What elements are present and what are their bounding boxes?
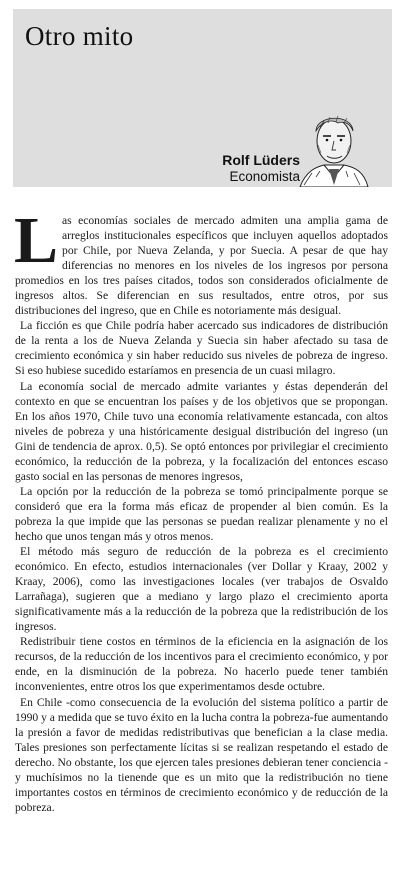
author-portrait-icon xyxy=(298,105,370,187)
article-paragraph-1: Las economías sociales de mercado admiten una amplia gama de arreglos institucionales específicos que incluyen aquellos adoptados por Chile, por Nueva Zelanda, y por Suecia. A pesar de que hay diferencias no menores en los niveles de los ingresos por persona promedios en los tres países citados, todos son considerados oficialmente de ingresos altos. Se diferencian en sus resultados, entre otros, por sus distribuciones del ingreso, que en Chile es notoriamente más desigual. xyxy=(14,204,388,318)
author-role: Economista xyxy=(229,169,300,184)
column-header xyxy=(13,9,392,187)
column-title: Otro mito xyxy=(25,21,134,51)
article-paragraph-3: La economía social de mercado admite variantes y éstas dependerán del contexto en que se encuentran los países y de los objetivos que se propongan. En los años 1970, Chile tuvo una economía relativamente estancada, con altos niveles de pobreza y una históricamente desigual distribución del ingreso (un Gini de tendencia de aprox. 0,5). Se optó entonces por privilegiar el crecimiento económico, la reducción de la pobreza, y la focalización del entonces escaso gasto social en las personas de menores ingresos, xyxy=(15,379,388,483)
article-paragraph-7: En Chile -como consecuencia de la evolución del sistema político a partir de 1990 y a medida que se tuvo éxito en la lucha contra la pobreza-fue aumentando la presión a favor de medidas redistributivas que benefician a la clase media. Tales presiones son perfectamente lícitas si se realizan respetando el estado de derecho. No obstante, los que ejercen tales presiones debieran tener conciencia -y muchísimos no la tienende que es un mito que la redistribución no tiene importantes costos en términos de crecimiento económico y de reducción de la pobreza. xyxy=(15,695,388,814)
article-paragraph-2: La ficción es que Chile podría haber acercado sus indicadores de distribución de la renta a los de Nueva Zelanda y Suecia sin haber afectado su tasa de crecimiento económica y sin haber reducido sus niveles de pobreza de ingreso. Si eso hubiese sucedido estaríamos en presencia de un cuasi milagro. xyxy=(15,319,388,378)
article-paragraph-4: La opción por la reducción de la pobreza se tomó principalmente porque se consideró que era la forma más eficaz de propender al bien común. Es la pobreza la que impide que las personas se puedan realizar plenamente y no el hecho que unos tengan más y otros menos. xyxy=(15,484,388,543)
article-paragraph-6: Redistribuir tiene costos en términos de la eficiencia en la asignación de los recursos, de la reducción de los incentivos para el crecimiento económico, y por ende, en la disminución de la pobreza. No hacerlo puede tener también inconvenientes, entre otros los que experimentamos desde octubre. xyxy=(15,635,388,694)
article-body xyxy=(14,204,388,815)
drop-cap: L xyxy=(14,204,59,277)
author-name: Rolf Lüders xyxy=(222,152,300,168)
article-paragraph-5: El método más seguro de reducción de la pobreza es el crecimiento económico. En efecto, estudios internacionales (ver Dollar y Kraay, 2002 y Kraay, 2006), como las investigaciones locales (ver trabajos de Osvaldo Larrañaga), sugieren que a mediano y largo plazo el crecimiento aporta significativamente más a la reducción de la pobreza que la redistribución de los ingresos. xyxy=(15,545,388,634)
